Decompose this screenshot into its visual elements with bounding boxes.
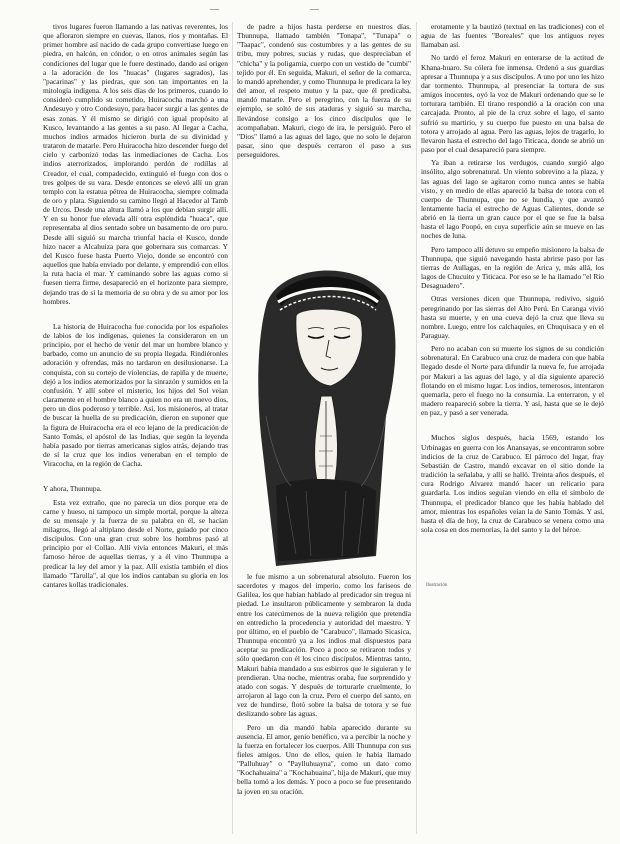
paragraph: tivos lugares fueron llamando a las nativas reverentes, los que afloraron siempre en cuevas, llanos, ríos y montañas. El primer hombre así nacido de cada grupo convertiase luego en piedra, en halcón, en cóndor, o en otros animales según las condiciones del lugar que le fuere destinado, dando así origen a la adoración de los "huacas" (lugares sagrados), las "pacarinas" y las piedras, que son tan importantes en la mitología indígena. A los seis días de los primeros, cuando lo consideró cumplido su cometido, Huiracocha marchó a una Andesuyo y otro Condesuyo, para hacer surgir a las gentes de esas zonas. Y él mismo se dirigió con igual propósito al Kusco, levantando a las gentes a su paso. Al llegar a Cacha, muchos indios armados hicieron burla de su divinidad y trataron de matarle. Pero Huiracocha hizo descender fuego del cielo y carbonizó todas las inmediaciones de Cacha. Los indios aterrorizados, implorando perdón de rodillas al Creador, el cual, compadecido, extinguió el fuego con dos o tres golpes de su vara. Desde entonces se elevó allí un gran templo con la estatua pétrea de Huiracocha, siempre colmada de oro y plata. Siguiendo su camino llegó al Hacedor al Tamb de Urcos. Desde una altura llamó a los que debían surgir allí. Y en su honor fue elevada allí otra espléndida "huaca", que representaba al dios sentado sobre un basamento de oro puro. Desde allí siguió su marcha triunfal hacia el Kusco, donde hizo nacer a Alcahuiza para que gobernara sus comarcas. Y del Kusco fuese hasta Puerto Viejo, donde se encontró con aquellos que había enviado por delante, y emprendió con ellos la ruta hacia el mar. Y caminando sobre las aguas como si fuesen tierra firme, desapareció en el horizonte para siempre, dejando tras de sí la memoria de su obra y de su amor por los hombres. (43, 22, 228, 306)
paragraph: No tardó el feroz Makuri en enterarse de la actitud de Khana-huaro. Su cólera fue inmensa. Ordenó a sus guardias apresar a Thunnupa y a sus discípulos. A uno por uno les hizo dar tormento. Thunnupa, al presenciar la tortura de sus amigos inocentes, oyó la voz de Makuri ordenando que se le torturara también. El tirano respondió a la oración con una carcajada. Pronto, al pie de la cruz sobre el lago, el santo sufrió su martirio, y su cuerpo fue puesto en una balsa de totora y arrojado al agua. Pero las aguas, lejos de tragarlo, lo llevaron hasta el estrecho del lago Titicaca, donde se abrió un paso por el cual desapareció para siempre. (421, 53, 604, 155)
illustration-credit: Ilustración (426, 583, 448, 588)
paragraph: Ya iban a retirarse los verdugos, cuando surgió algo insólito, algo sobrenatural. Un viento sobrevino a la plaza, y las aguas del lago se agitaron como nunca antes se había visto, y en medio de ellas apareció la balsa de totora con el cuerpo de Thunnupa, que no se hundía, y que avanzó lentamente hacia el estrecho de Aguas Calientes, donde se abrió en la tierra un gran cauce por el que se fue la balsa hasta el lago Poopó, en cuya superficie aún se mueve en las noches de luna. (421, 158, 604, 241)
paragraph: erotamente y la bautizó (textual en las tradiciones) con el agua de las fuentes "Boreales" que los antiguos reyes llamaban así. (421, 22, 604, 50)
paragraph: La historia de Huiracocha fue conocida por los españoles de labios de los indígenas, quienes la consideraron en un principio, por el hecho de venir del mar un hombre blanco y barbado, como un anuncio de su propia llegada. Rindiéronles adoración y ofrendas, más no tardaron en desilusionarse. La conquista, con su cortejo de violencias, de rapiña y de muerte, dejó a los indios atemorizados por la sinrazón y sumidos en la confusión. Y allí sobre el misterio, los hijos del Sol veían claramente en el hombre blanco a quien no era un nuevo dios, pero un dios poderoso y terrible. Así, los misioneros, al tratar de buscar la huella de su predicación, dieron en suponer que la figura de Huiracocha era el eco lejano de la predicación de Santo Tomás, el apóstol de las Indias, que según la leyenda había pasado por tierras americanas siglos atrás, dejando tras de sí la cruz que los indios veneraban en el templo de Viracocha, en la región de Cacha. (43, 321, 228, 469)
article-column-2-top (237, 22, 411, 232)
paragraph: Esta vez extraño, que no parecía un dios porque era de carne y hueso, ni tampoco un simple mortal, porque la alteza de su mensaje y la fuerza de su palabra en él, se hacían milagros, llegó al altiplano desde el Norte, guiado por cinco discípulos. Con una gran cruz sobre los hombros pasó al principio por el Collao. Allí vivía entonces Makuri, el más famoso héroe de aquellas tierras, y a él vino Thunnupa a predicar la ley del amor y la paz. Allí existía también el dios llamado "Tarulla", al que los indios cantaban su gloria en los cantares kollas tradicionales. (43, 497, 228, 589)
page-folio-left: — (210, 4, 219, 14)
article-column-3 (421, 22, 604, 834)
section-subhead: Y ahora, Thunnupa. (43, 484, 102, 494)
paragraph: le fue mismo a un sobrenatural absoluto. Fueron los sacerdotes y magos del imperio, como los fariseos de Galilea, los que habían hablado al predicador sin tregua ni piedad. Le insultaron públicamente y sembraron la duda entre los catecúmenos de la nueva religión que pretendía en entredicho la procedencia y autoridad del maestro. Y por último, en el pueblo de "Carabuco", llamado Sicasica, Thunnupa encontró ya a los indios mal dispuestos para aceptar su predicación. Poco a poco se retiraron todos y sólo quedaron con él los cinco discípulos. Mientras tanto, Makuri había mandado a sus esbirros que le siguieran y le prendieran. Una noche, mientras oraba, fue sorprendido y atado con sogas. Y después de torturarle cruelmente, lo arrojaron al lago con la cruz. Pero el cuerpo del santo, en vez de hundirse, flotó sobre la balsa de totora y se fue deslizando sobre las aguas. (237, 572, 411, 719)
paragraph: Pero un día mandó había aparecido durante su ausencia. El amor, genio benéfico, va a percibir la noche y la fuerza en fortalecer los cuerpos. Allí Thunnupa con sus fieles amigos. Uno de ellos, quien le había llamado "Palluhuay" o "Paylluhuayna", como un dato como "Kochahuaina" a "Kochahuaina", hija de Makuri, que muy bella tomó a los demás. Y poco a poco se fue presentando la joven en su oración. (237, 722, 411, 796)
illustration-praying-woman (236, 236, 412, 572)
paragraph: de padre a hijos hasta perderse en nuestros días. Thunnupa, llamado también "Tonapa", "Tunapa" o "Taapac", condenó sus costumbres y a las gentes de su tribu, muy pobres, sucias y rudas, que despreciaban el "chicha" y la poligamia, cuerpo con un vestido de "cumbi" tejido por él. En seguida, Makuri, el señor de la comarca, lo mandó aprehender, y como Thunnupa le predicara la ley del amor, el respeto mutuo y la paz, que él predicaba, mandó matarle. Pero el peregrino, con la fuerza de su ejemplo, se soltó de sus ataduras y siguió su marcha, llevándose consigo a los cinco discípulos que le acompañaban. Makuri, ciego de ira, le persiguió. Pero el "Dios" llamó a las aguas del lago, que no solo le dejaron pasar, sino que después cerraron el paso a sus perseguidores. (237, 22, 411, 160)
article-column-2-bottom (237, 572, 411, 834)
article-column-1 (43, 22, 228, 834)
paragraph: Muchos siglos después, hacia 1569, estando los Urbinagas en guerra con los Anansayas, se encontraron sobre indicios de la cruz de Carabuco. El párroco del lugar, fray Sebastián de Castro, mandó excavar en el sitio donde la tradición la señalaba, y allí se halló. Treinta años después, el cura Rodrigo Alvarez mandó hacer un relicario para guardarla. Los indios seguían viendo en ella el símbolo de Thunnupa, el predicador blanco que les había hablado del amor, mientras los españoles veían la de Santo Tomás. Y así, hasta el día de hoy, la cruz de Carabuco se venera como una sola cosa en dos memorias, la del santo y la del héroe. (421, 433, 604, 534)
paragraph: Otras versiones dicen que Thunnupa, redivivo, siguió peregrinando por las sierras del Alto Perú. En Caranga vivió hasta su muerte, y en una cueva dejó la cruz que lleva su nombre. Luego, entre los calchaquíes, en Chuquisaca y en el Paraguay. (421, 294, 604, 340)
page-folio-right: — (310, 4, 319, 14)
paragraph: Pero no acaban con su muerte los signos de su condición sobrenatural. En Carabuco una cruz de madera con que había llegado desde el Norte para difundir la nueva fe, fue arrojada por Makuri a las aguas del lago, y al día siguiente apareció flotando en el mismo lugar. Los indios, temerosos, intentaron quemarla, pero el fuego no la consumía. La enterraron, y el madero reapareció sobre la tierra. Y así, hasta que se le dejó en paz, y pasó a ser venerada. (421, 344, 604, 418)
column-rule (416, 22, 417, 834)
paragraph: Pero tampoco allí detuvo su empeño misionero la balsa de Thunnupa, que siguió navegando hasta abrirse paso por las tierras de Aullagas, en la región de Arica y, más allá, los lagos de Chucuito y Titicaca. Por eso se le ha llamado "el Río Desaguadero". (421, 244, 604, 291)
column-rule (232, 22, 233, 834)
